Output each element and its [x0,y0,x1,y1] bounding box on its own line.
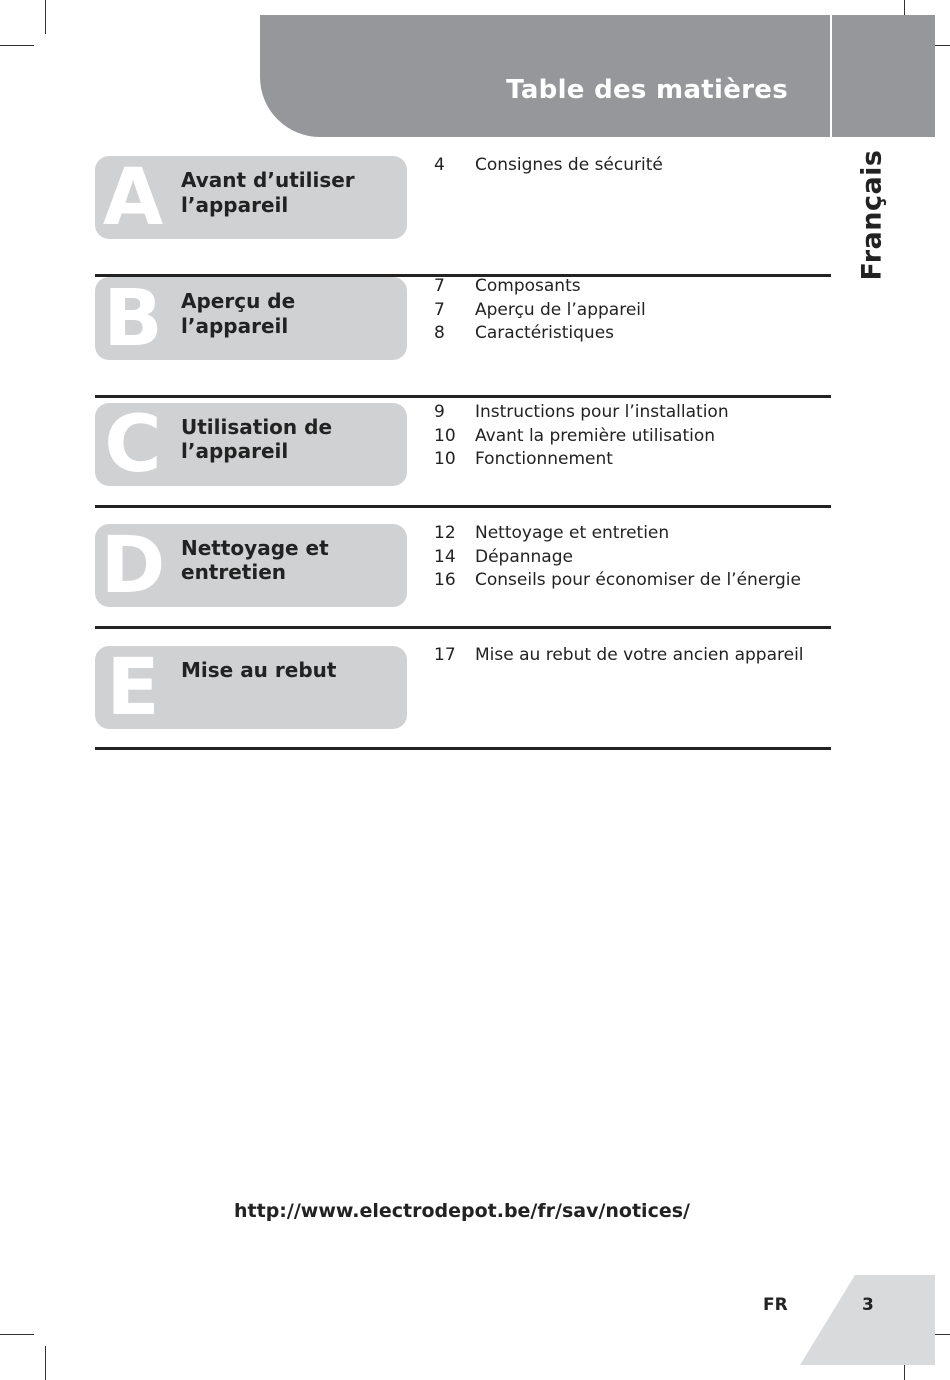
section-title-line: l’appareil [181,193,289,217]
section-entries [434,154,834,178]
section-title-line: l’appareil [181,439,289,463]
entry-page-number: 7 [434,276,445,296]
section-card [95,524,407,607]
toc-entry[interactable] [434,425,834,449]
entry-title: Avant la première utilisation [475,425,716,446]
section-letter: A [102,156,164,239]
header-band [260,15,830,137]
entry-page-number: 8 [434,323,445,343]
entry-title: Composants [475,276,581,296]
toc-section-d [95,524,831,629]
section-title-line: Nettoyage et [181,536,329,560]
section-card [95,277,407,360]
crop-mark [45,0,46,34]
toc-entry[interactable] [434,322,834,346]
support-url [0,1200,950,1222]
entry-page-number: 10 [434,425,456,446]
section-title-line: entretien [181,560,287,584]
section-entries [434,401,834,472]
entry-title: Fonctionnement [475,449,613,469]
language-code: FR [763,1295,788,1315]
entry-page-number: 17 [434,645,456,665]
page-number-tab [800,1275,935,1365]
entry-page-number: 14 [434,546,456,567]
toc-section-e [95,646,831,750]
section-card [95,156,407,239]
section-entries [434,644,834,668]
section-title [181,289,406,339]
entry-title: Consignes de sécurité [475,155,663,175]
section-divider [95,747,831,750]
toc-entry[interactable] [434,275,834,299]
toc-entry[interactable] [434,448,834,472]
toc-entry[interactable] [434,546,834,570]
crop-mark [0,45,34,46]
section-title [181,536,406,584]
section-divider [95,505,831,508]
section-letter: B [103,277,163,360]
toc-entry[interactable] [434,401,834,425]
crop-mark [0,1334,34,1335]
section-divider [95,626,831,629]
section-title-line: Utilisation de [181,415,333,439]
entry-page-number: 9 [434,402,445,422]
section-card [95,403,407,486]
page-number: 3 [862,1295,874,1315]
section-title [181,658,406,683]
entry-title: Conseils pour économiser de l’énergie [475,570,801,590]
entry-page-number: 16 [434,570,456,590]
entry-title: Caractéristiques [475,323,615,343]
entry-page-number: 10 [434,449,456,469]
section-entries [434,275,834,346]
language-label: Français [856,149,888,281]
section-letter: E [106,646,160,729]
crop-mark [45,1346,46,1380]
toc-entry[interactable] [434,569,834,593]
section-card [95,646,407,729]
page-title: Table des matières [506,75,788,105]
toc-section-c [95,403,831,508]
entry-page-number: 4 [434,155,445,175]
section-title [181,415,406,463]
toc-entry[interactable] [434,154,834,178]
language-tab [832,15,935,137]
toc-section-a [95,156,831,277]
support-url-link[interactable]: http://www.electrodepot.be/fr/sav/notices/ [234,1200,690,1222]
section-letter: C [104,403,162,486]
entry-page-number: 7 [434,299,445,320]
entry-title: Dépannage [475,546,573,567]
toc-section-b [95,277,831,398]
section-title-line: Avant d’utiliser [181,168,355,192]
entry-title: Mise au rebut de votre ancien appareil [475,645,804,665]
section-divider [95,395,831,398]
entry-title: Nettoyage et entretien [475,523,670,543]
entry-title: Instructions pour l’installation [475,402,729,422]
toc-entry[interactable] [434,299,834,323]
toc-entry[interactable] [434,522,834,546]
toc-entry[interactable] [434,644,834,668]
entry-page-number: 12 [434,523,456,543]
section-title-line: Aperçu de l’appareil [181,289,296,338]
section-letter: D [100,524,166,607]
entry-title: Aperçu de l’appareil [475,299,646,320]
section-entries [434,522,834,593]
section-title-line: Mise au rebut [181,658,337,682]
section-title [181,168,406,218]
